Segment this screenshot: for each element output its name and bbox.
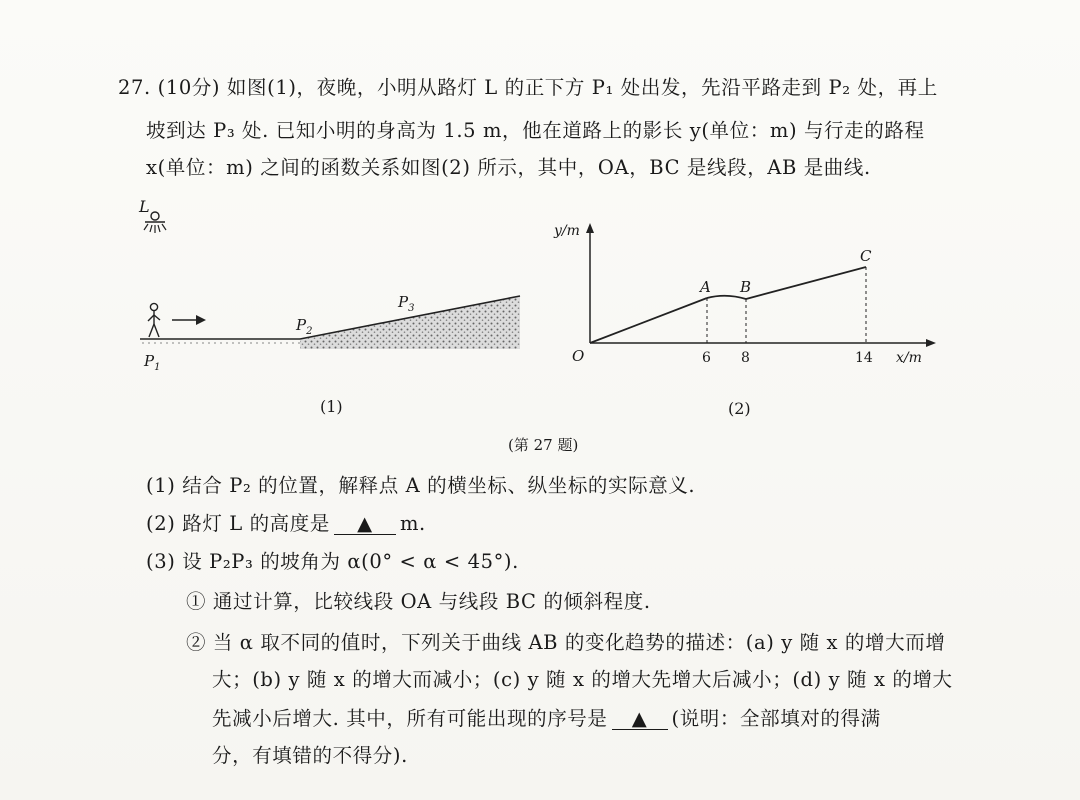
point-a-label: A <box>700 278 711 296</box>
problem-line-1: 27. (10分) 如图(1)，夜晚，小明从路灯 L 的正下方 P₁ 处出发，先沿平路走到 P₂ 处，再上 <box>118 76 938 99</box>
figure-1-caption: (1) <box>320 397 343 416</box>
question-2 <box>146 508 426 536</box>
p3-label: $P_3$ <box>398 293 415 314</box>
lamp-label: L <box>139 197 150 216</box>
question-3: (3) 设 P₂P₃ 的坡角为 α(0° < α < 45°). <box>146 550 519 573</box>
origin-label: O <box>572 347 585 365</box>
question-1: (1) 结合 P₂ 的位置，解释点 A 的横坐标、纵坐标的实际意义. <box>146 474 696 497</box>
question-3-part-1: ① 通过计算，比较线段 OA 与线段 BC 的倾斜程度. <box>186 590 651 613</box>
question-3-part-2-line-4: 分，有填错的不得分). <box>212 744 408 767</box>
x-tick-14: 14 <box>855 350 873 366</box>
y-axis-arrow-icon <box>586 223 594 233</box>
question-3-part-2-line-2: 大；(b) y 随 x 的增大而减小；(c) y 随 x 的增大先增大后减小；(d) y 随 x 的增大 <box>212 668 953 691</box>
question-2-unit: m. <box>399 512 426 535</box>
question-3-part-2-text: 先减小后增大. 其中，所有可能出现的序号是 <box>212 707 608 730</box>
problem-line-3: x(单位：m) 之间的函数关系如图(2) 所示，其中，OA，BC 是线段，AB 是曲线. <box>146 156 871 179</box>
problem-line-2: 坡到达 P₃ 处. 已知小明的身高为 1.5 m，他在道路上的影长 y(单位：m) 与行走的路程 <box>146 119 925 142</box>
figure-2-caption: (2) <box>728 399 751 418</box>
segment-oa <box>590 298 707 343</box>
point-c-label: C <box>860 247 872 265</box>
figure-1-road-diagram <box>130 190 530 380</box>
question-3-part-2-line-1: ② 当 α 取不同的值时，下列关于曲线 AB 的变化趋势的描述：(a) y 随 x 的增大而增 <box>186 631 946 654</box>
x-axis-label: x/m <box>896 350 922 366</box>
figure-group-caption: (第 27 题) <box>508 436 579 454</box>
question-3-part-2-line-3 <box>212 703 881 731</box>
segment-bc <box>746 267 866 299</box>
curve-ab <box>707 296 746 299</box>
person-icon <box>148 303 160 337</box>
question-3-part-2-answer-blank[interactable]: ▲ <box>612 708 668 730</box>
p1-label: $P_1$ <box>144 352 161 373</box>
p2-label: $P_2$ <box>296 316 313 337</box>
question-3-part-2-note: (说明：全部填对的得满 <box>671 707 881 730</box>
question-2-answer-blank[interactable]: ▲ <box>334 513 396 535</box>
figure-2-function-graph <box>550 215 950 385</box>
x-tick-6: 6 <box>702 350 711 366</box>
x-axis-arrow-icon <box>926 339 936 347</box>
x-tick-8: 8 <box>741 350 750 366</box>
walk-direction-arrow-icon <box>172 315 206 325</box>
question-2-text: (2) 路灯 L 的高度是 <box>146 512 330 535</box>
y-axis-label: y/m <box>554 223 580 239</box>
point-b-label: B <box>740 278 752 296</box>
